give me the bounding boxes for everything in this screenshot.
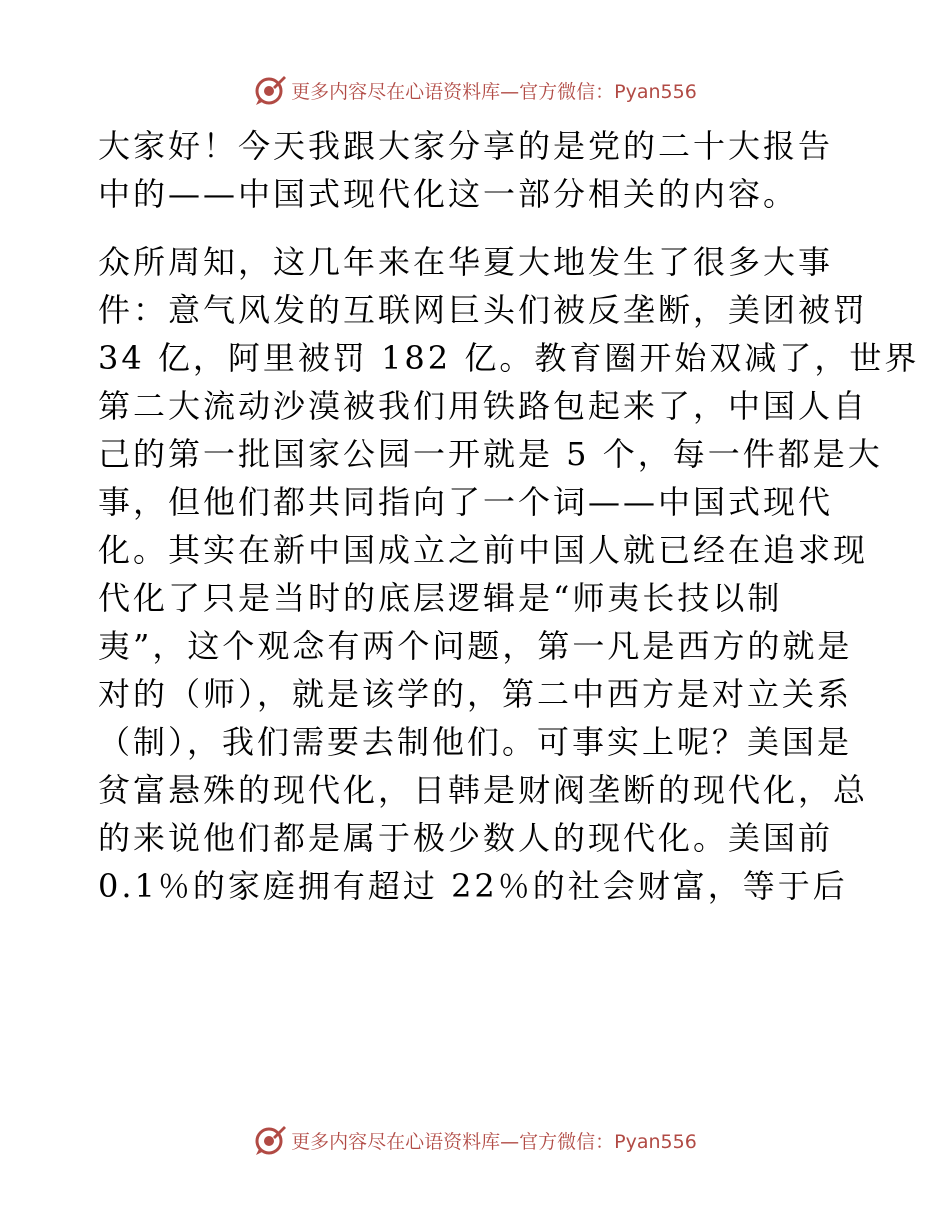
text-line: 的来说他们都是属于极少数人的现代化。美国前 xyxy=(98,819,834,857)
header-watermark-banner xyxy=(0,70,950,110)
text-line: 事，但他们都共同指向了一个词——中国式现代 xyxy=(98,483,834,521)
text-line: 己的第一批国家公园一开就是 5 个，每一件都是大 xyxy=(98,435,883,473)
paragraph-intro xyxy=(98,122,858,218)
pen-seal-logo-icon xyxy=(253,73,287,107)
text-line: 夷”，这个观念有两个问题，第一凡是西方的就是 xyxy=(98,627,853,665)
text-line: 0.1％的家庭拥有超过 22％的社会财富，等于后 xyxy=(98,867,848,905)
text-line: 34 亿，阿里被罚 182 亿。教育圈开始双减了，世界 xyxy=(98,339,920,377)
paragraph-main xyxy=(98,238,920,910)
document-body xyxy=(98,122,920,910)
text-line: （制），我们需要去制他们。可事实上呢？美国是 xyxy=(98,723,853,761)
watermark-text: 更多内容尽在心语资料库—官方微信：Pyan556 xyxy=(291,1130,697,1153)
text-line: 件：意气风发的互联网巨头们被反垄断，美团被罚 xyxy=(98,291,869,329)
watermark-text: 更多内容尽在心语资料库—官方微信：Pyan556 xyxy=(291,80,697,103)
footer-watermark-banner xyxy=(0,1120,950,1160)
text-line: 中的——中国式现代化这一部分相关的内容。 xyxy=(98,175,799,213)
text-line: 代化了只是当时的底层逻辑是“师夷长技以制 xyxy=(98,579,783,617)
text-line: 贫富悬殊的现代化，日韩是财阀垄断的现代化，总 xyxy=(98,771,869,809)
text-line: 对的（师），就是该学的，第二中西方是对立关系 xyxy=(98,675,853,713)
pen-seal-logo-icon xyxy=(253,1123,287,1157)
text-line: 大家好！今天我跟大家分享的是党的二十大报告 xyxy=(98,127,834,165)
text-line: 第二大流动沙漠被我们用铁路包起来了，中国人自 xyxy=(98,387,869,425)
text-line: 化。其实在新中国成立之前中国人就已经在追求现 xyxy=(98,531,869,569)
text-line: 众所周知，这几年来在华夏大地发生了很多大事 xyxy=(98,243,834,281)
